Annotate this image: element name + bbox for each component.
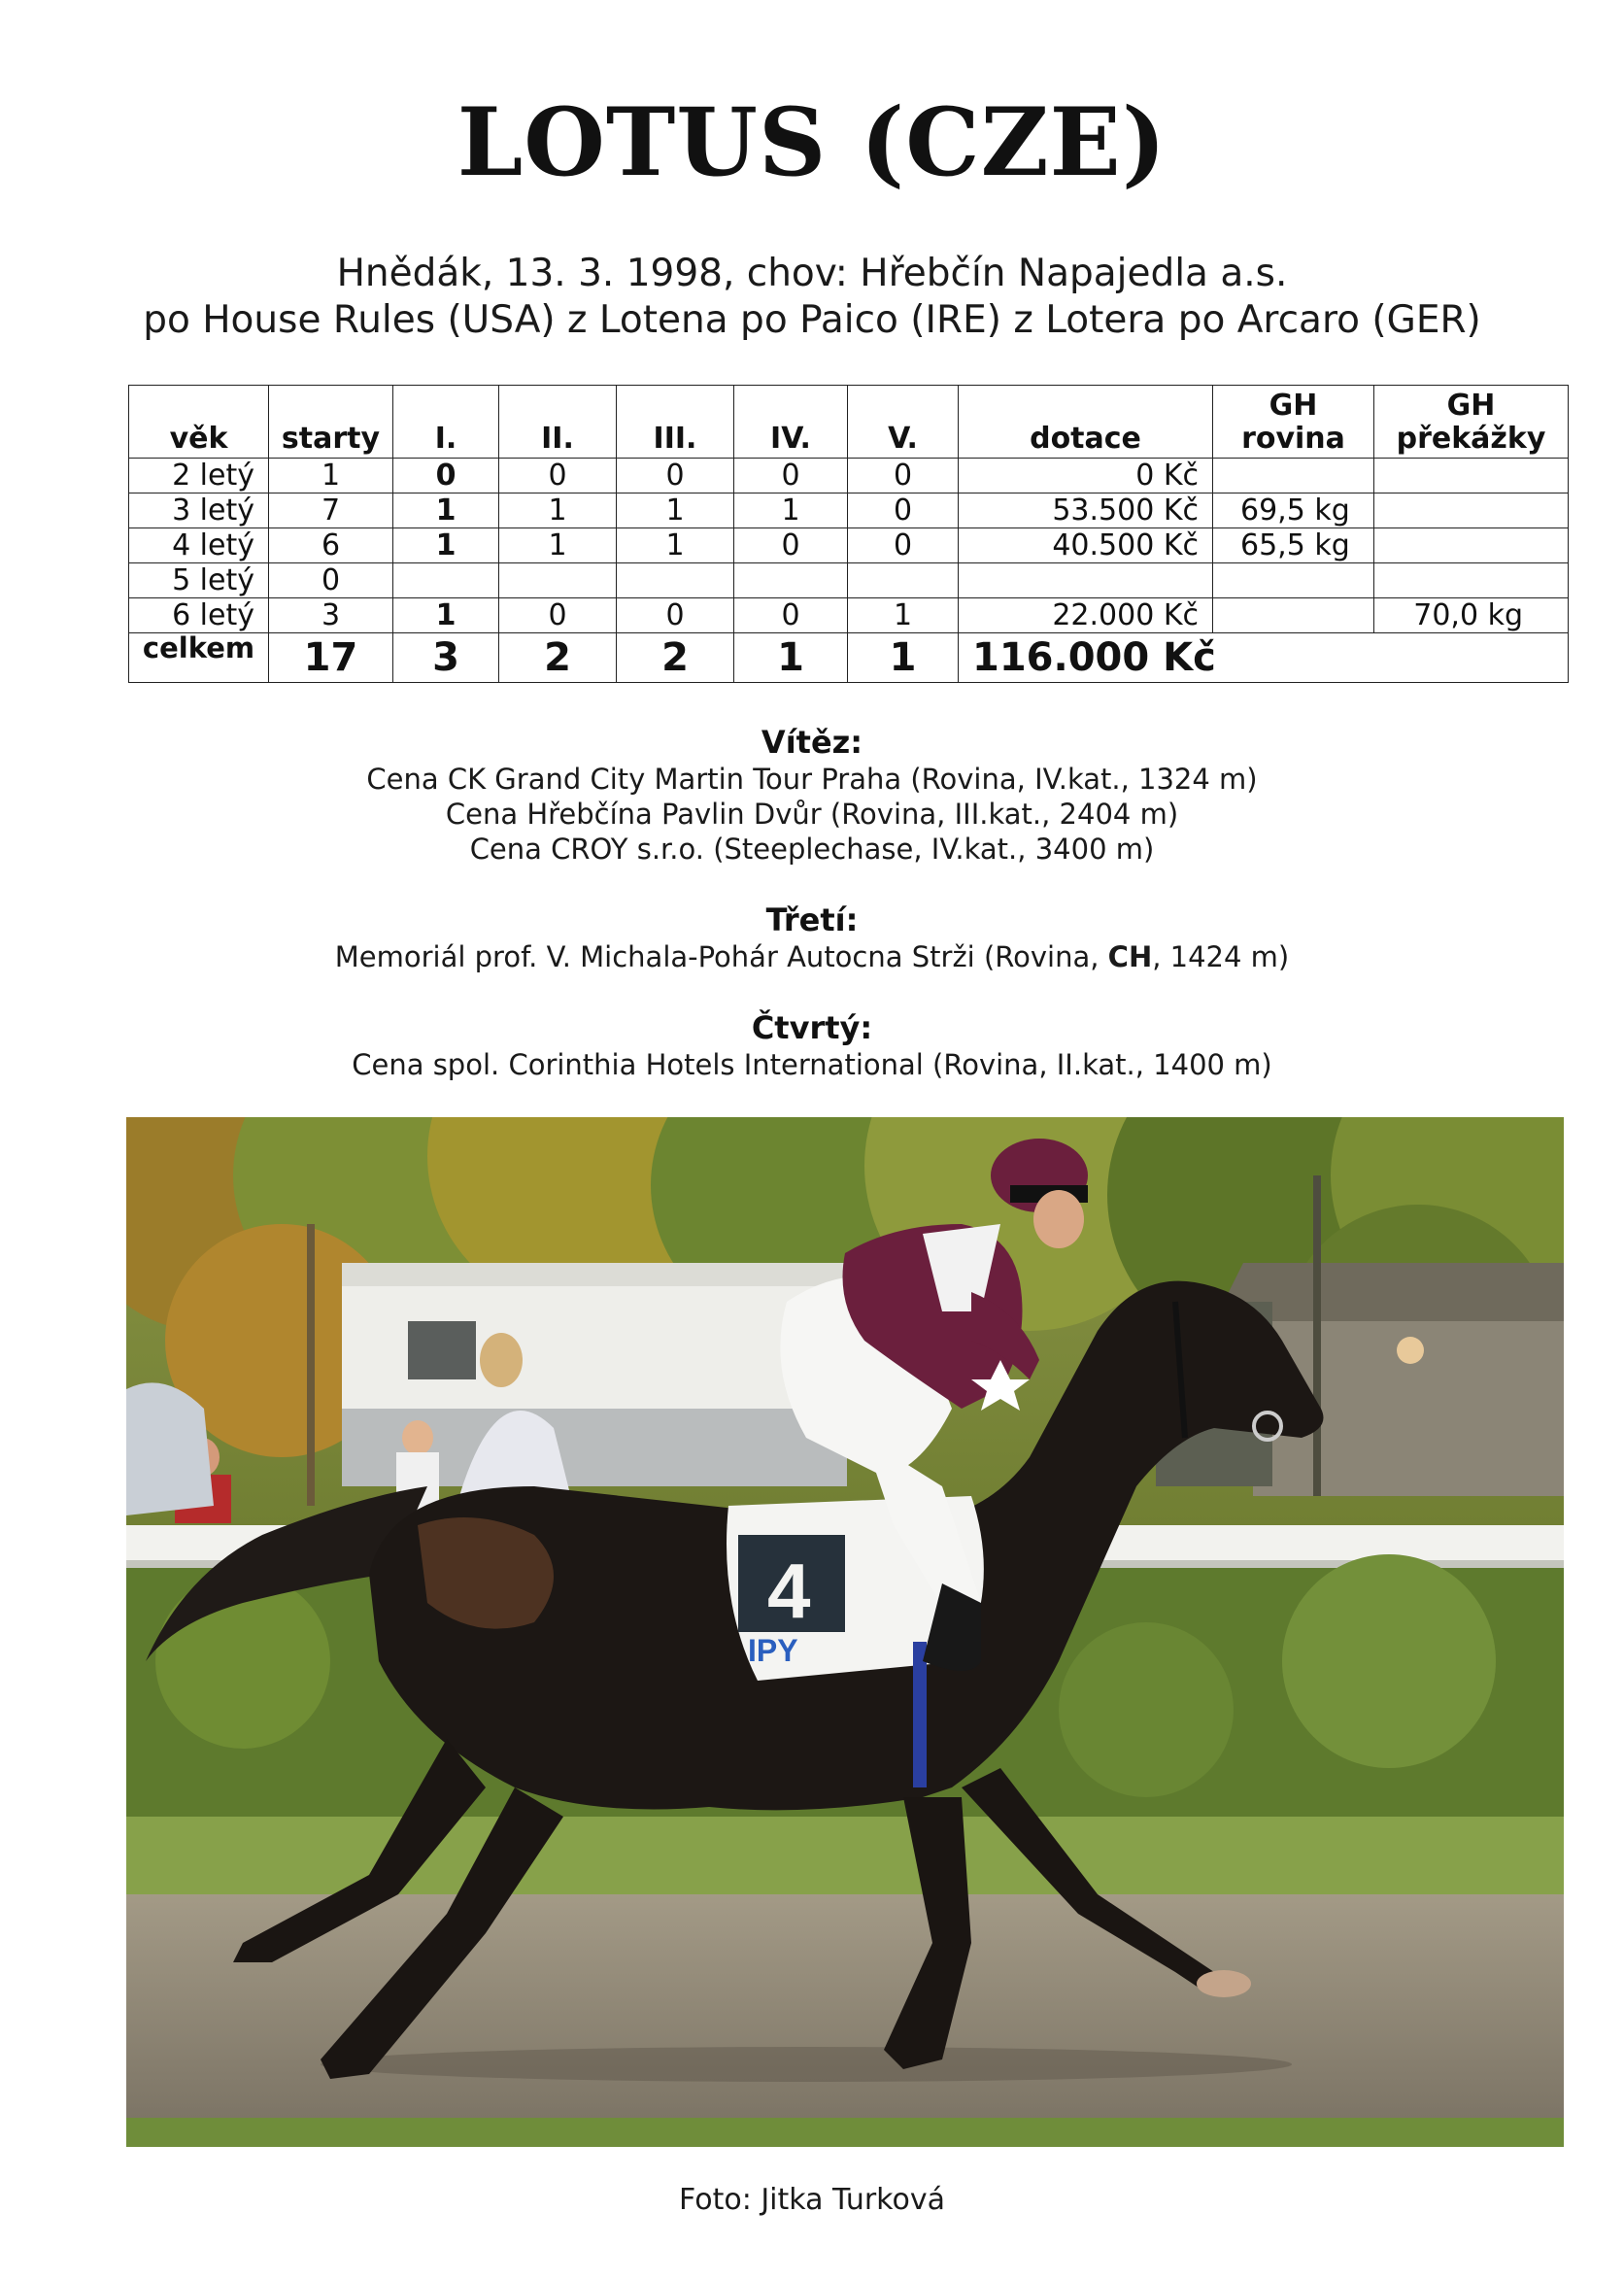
cell-age: 4 letý: [129, 528, 269, 563]
cell-fourth: [734, 563, 848, 598]
total-first: 3: [393, 633, 499, 683]
header-fourth: IV.: [734, 386, 848, 459]
saddlecloth-text: IPY: [748, 1633, 798, 1668]
table-row: [129, 598, 1569, 633]
cell-prize: 53.500 Kč: [959, 493, 1213, 528]
saddlecloth-number: 4: [767, 1548, 811, 1634]
cell-gh-flat: [1213, 598, 1374, 633]
table-header-row: [129, 386, 1569, 459]
cell-second: 0: [499, 598, 617, 633]
total-label: celkem: [129, 633, 269, 683]
cell-starts: 6: [269, 528, 393, 563]
header-prize: dotace: [959, 386, 1213, 459]
total-third: 2: [617, 633, 734, 683]
winner-race: Cena CK Grand City Martin Tour Praha (Rovina, IV.kat., 1324 m): [366, 763, 1258, 796]
cell-fourth: 0: [734, 528, 848, 563]
cell-starts: 0: [269, 563, 393, 598]
pedigree-line: po House Rules (USA) z Lotena po Paico (IRE) z Lotera po Arcaro (GER): [143, 298, 1481, 342]
cell-third: 1: [617, 493, 734, 528]
cell-third: [617, 563, 734, 598]
cell-third: 1: [617, 528, 734, 563]
cell-fifth: 0: [848, 459, 959, 493]
header-second: II.: [499, 386, 617, 459]
header-age: věk: [129, 386, 269, 459]
cell-first: 1: [393, 528, 499, 563]
cell-gh-flat: [1213, 459, 1374, 493]
header-fifth: V.: [848, 386, 959, 459]
third-heading: Třetí:: [765, 902, 859, 938]
cell-gh-jump: [1374, 459, 1569, 493]
page-title: LOTUS (CZE): [457, 87, 1167, 197]
cell-gh-jump: [1374, 493, 1569, 528]
fourth-heading: Čtvrtý:: [751, 1009, 873, 1046]
fourth-race: Cena spol. Corinthia Hotels International (Rovina, II.kat., 1400 m): [352, 1048, 1272, 1081]
cell-second: 0: [499, 459, 617, 493]
cell-prize: [959, 563, 1213, 598]
winner-heading: Vítěz:: [761, 724, 863, 761]
table-row: [129, 528, 1569, 563]
horse-photo: [126, 1117, 1564, 2147]
cell-fourth: 0: [734, 598, 848, 633]
header-gh-flat: GH rovina: [1213, 386, 1374, 459]
cell-prize: 22.000 Kč: [959, 598, 1213, 633]
winner-race: Cena Hřebčína Pavlin Dvůr (Rovina, III.kat., 2404 m): [445, 798, 1179, 831]
header-third: III.: [617, 386, 734, 459]
cell-gh-jump: 70,0 kg: [1374, 598, 1569, 633]
table-row: [129, 563, 1569, 598]
cell-first: 1: [393, 598, 499, 633]
table-row: [129, 459, 1569, 493]
cell-age: 5 letý: [129, 563, 269, 598]
cell-fifth: 1: [848, 598, 959, 633]
cell-third: 0: [617, 598, 734, 633]
total-starts: 17: [269, 633, 393, 683]
cell-fourth: 0: [734, 459, 848, 493]
cell-prize: 40.500 Kč: [959, 528, 1213, 563]
header-gh-jump: GH překážky: [1374, 386, 1569, 459]
cell-first: 1: [393, 493, 499, 528]
cell-gh-jump: [1374, 563, 1569, 598]
horse-details: Hnědák, 13. 3. 1998, chov: Hřebčín Napajedla a.s.: [336, 252, 1288, 295]
cell-gh-flat: 69,5 kg: [1213, 493, 1374, 528]
table-total-row: [129, 633, 1569, 683]
table-row: [129, 493, 1569, 528]
total-second: 2: [499, 633, 617, 683]
cell-starts: 3: [269, 598, 393, 633]
cell-prize: 0 Kč: [959, 459, 1213, 493]
total-fourth: 1: [734, 633, 848, 683]
cell-age: 6 letý: [129, 598, 269, 633]
winner-race: Cena CROY s.r.o. (Steeplechase, IV.kat., 3400 m): [469, 833, 1155, 866]
header-starts: starty: [269, 386, 393, 459]
cell-starts: 1: [269, 459, 393, 493]
race-record-table: [128, 385, 1569, 683]
header-first: I.: [393, 386, 499, 459]
cell-age: 3 letý: [129, 493, 269, 528]
total-prize: 116.000 Kč: [959, 633, 1569, 683]
cell-gh-flat: [1213, 563, 1374, 598]
cell-gh-jump: [1374, 528, 1569, 563]
cell-fifth: 0: [848, 493, 959, 528]
cell-second: 1: [499, 528, 617, 563]
cell-age: 2 letý: [129, 459, 269, 493]
total-fifth: 1: [848, 633, 959, 683]
cell-second: [499, 563, 617, 598]
cell-fifth: [848, 563, 959, 598]
cell-first: 0: [393, 459, 499, 493]
cell-third: 0: [617, 459, 734, 493]
cell-first: [393, 563, 499, 598]
cell-second: 1: [499, 493, 617, 528]
cell-starts: 7: [269, 493, 393, 528]
third-race: Memoriál prof. V. Michala-Pohár Autocna Strži (Rovina, CH, 1424 m): [334, 940, 1290, 973]
photo-credit: Foto: Jitka Turková: [679, 2183, 945, 2217]
cell-gh-flat: 65,5 kg: [1213, 528, 1374, 563]
cell-fourth: 1: [734, 493, 848, 528]
cell-fifth: 0: [848, 528, 959, 563]
